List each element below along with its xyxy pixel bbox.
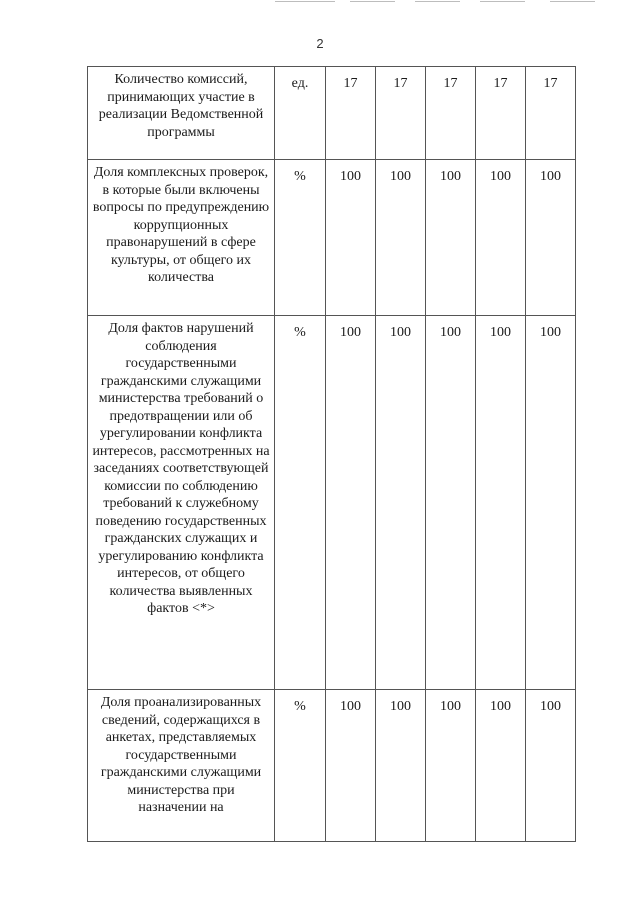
value-cell: 100 bbox=[326, 316, 376, 690]
table-row bbox=[88, 67, 576, 160]
unit-cell: % bbox=[275, 316, 326, 690]
table-row bbox=[88, 316, 576, 690]
table-row bbox=[88, 160, 576, 316]
unit-cell: % bbox=[275, 160, 326, 316]
value-cell: 100 bbox=[326, 160, 376, 316]
unit-cell: ед. bbox=[275, 67, 326, 160]
value-cell: 17 bbox=[376, 67, 426, 160]
page-number: 2 bbox=[316, 36, 324, 51]
value-cell: 100 bbox=[476, 316, 526, 690]
value-cell: 100 bbox=[376, 690, 426, 842]
value-cell: 100 bbox=[376, 160, 426, 316]
value-cell: 100 bbox=[526, 160, 576, 316]
value-cell: 100 bbox=[376, 316, 426, 690]
value-cell: 100 bbox=[426, 316, 476, 690]
value-cell: 100 bbox=[426, 690, 476, 842]
indicator-cell: Доля проанализированных сведений, содержащихся в анкетах, представляемых государственными гражданскими служащими министерства при назначении на bbox=[88, 690, 275, 842]
indicator-cell: Доля комплексных проверок, в которые были включены вопросы по предупреждению коррупционных правонарушений в сфере культуры, от общего их количества bbox=[88, 160, 275, 316]
indicator-cell: Количество комиссий, принимающих участие в реализации Ведомственной программы bbox=[88, 67, 275, 160]
value-cell: 17 bbox=[526, 67, 576, 160]
value-cell: 100 bbox=[526, 316, 576, 690]
table-row bbox=[88, 690, 576, 842]
indicator-cell: Доля фактов нарушений соблюдения государственными гражданскими служащими министерства требований о предотвращении или об урегулировании конфликта интересов, рассмотренных на заседаниях соответствующей комиссии по соблюдению требований к служебному поведению государственных гражданских служащих и урегулированию конфликта интересов, от общего количества выявленных фактов <*> bbox=[88, 316, 275, 690]
value-cell: 17 bbox=[426, 67, 476, 160]
scan-header-marks bbox=[240, 0, 640, 4]
value-cell: 100 bbox=[426, 160, 476, 316]
value-cell: 100 bbox=[326, 690, 376, 842]
value-cell: 100 bbox=[476, 690, 526, 842]
unit-cell: % bbox=[275, 690, 326, 842]
value-cell: 100 bbox=[526, 690, 576, 842]
indicators-table bbox=[87, 66, 576, 842]
value-cell: 17 bbox=[326, 67, 376, 160]
value-cell: 17 bbox=[476, 67, 526, 160]
value-cell: 100 bbox=[476, 160, 526, 316]
